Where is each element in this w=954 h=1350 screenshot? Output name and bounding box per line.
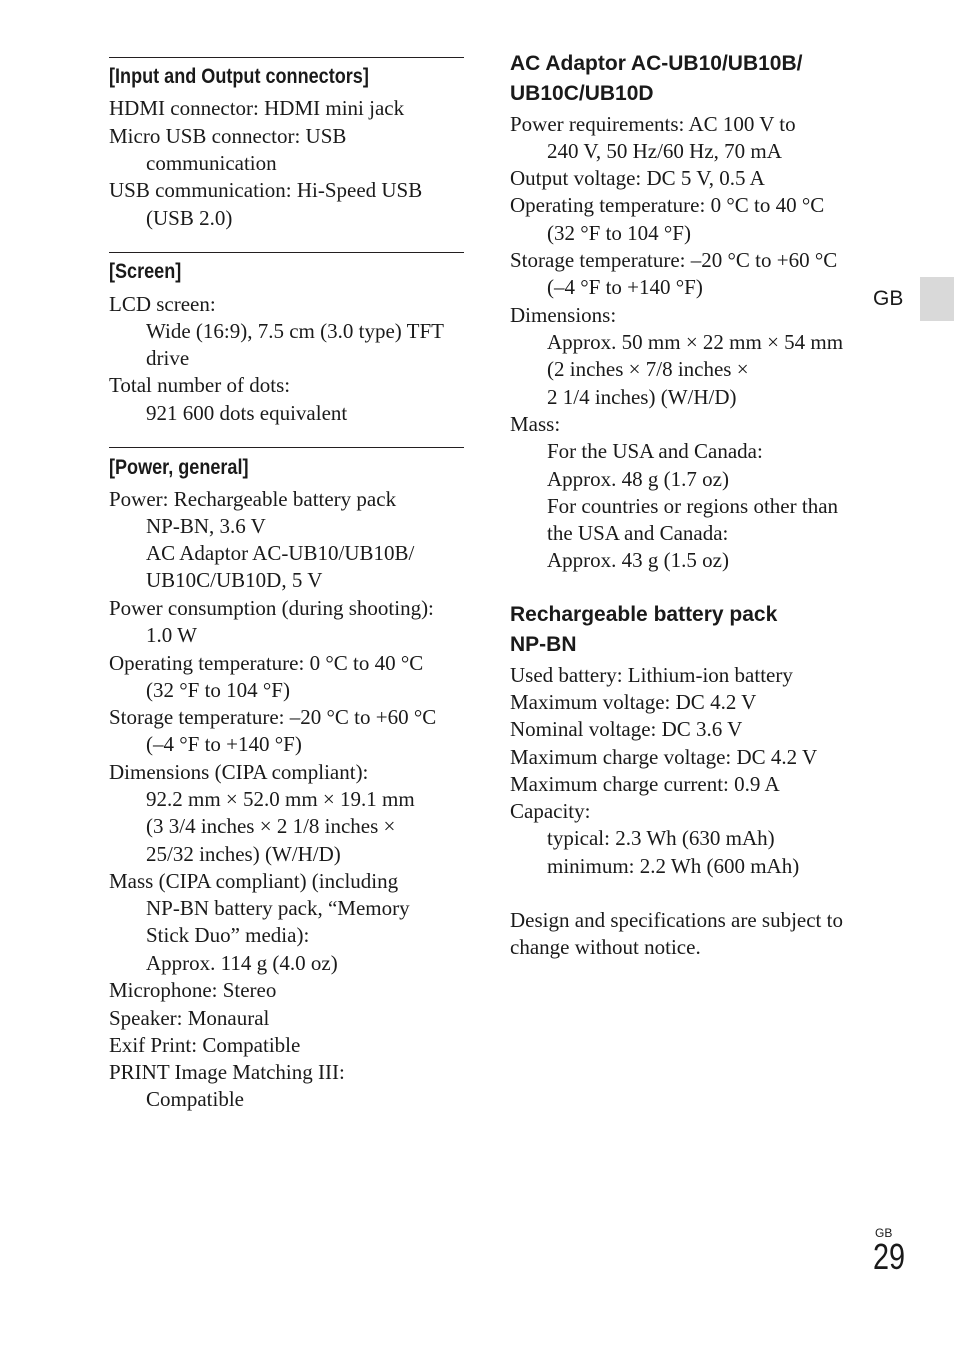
spec-line: Dimensions:	[510, 303, 617, 327]
spec-line: Storage temperature: –20 °C to +60 °C	[109, 705, 437, 729]
spec-line: AC Adaptor AC-UB10/UB10B/	[146, 541, 415, 565]
spec-line: 921 600 dots equivalent	[146, 401, 348, 425]
spec-line: Approx. 50 mm × 22 mm × 54 mm	[547, 330, 844, 354]
spec-line: Approx. 48 g (1.7 oz)	[547, 467, 729, 491]
spec-line: NP-BN, 3.6 V	[146, 514, 266, 538]
notice-text: change without notice.	[510, 935, 701, 959]
spec-line: 92.2 mm × 52.0 mm × 19.1 mm	[146, 787, 415, 811]
spec-line: typical: 2.3 Wh (630 mAh)	[547, 826, 775, 850]
spec-line: For countries or regions other than	[547, 494, 839, 518]
spec-line: Nominal voltage: DC 3.6 V	[510, 717, 743, 741]
spec-line: Storage temperature: –20 °C to +60 °C	[510, 248, 838, 272]
spec-line: NP-BN battery pack, “Memory	[146, 896, 410, 920]
language-tab	[920, 277, 954, 321]
battery-heading: NP-BN	[510, 633, 577, 656]
section-rule	[109, 252, 464, 253]
spec-line: (2 inches × 7/8 inches ×	[547, 357, 749, 381]
spec-line: Capacity:	[510, 799, 591, 823]
spec-line: Microphone: Stereo	[109, 978, 277, 1002]
spec-line: Mass:	[510, 412, 561, 436]
io-heading: [Input and Output connectors]	[109, 65, 369, 88]
spec-line: USB communication: Hi-Speed USB	[109, 178, 423, 202]
spec-line: (3 3/4 inches × 2 1/8 inches ×	[146, 814, 396, 838]
adaptor-heading: AC Adaptor AC-UB10/UB10B/	[510, 52, 803, 75]
spec-line: PRINT Image Matching III:	[109, 1060, 345, 1084]
spec-line: Operating temperature: 0 °C to 40 °C	[109, 651, 424, 675]
spec-line: Speaker: Monaural	[109, 1006, 270, 1030]
adaptor-heading: UB10C/UB10D	[510, 82, 654, 105]
language-tab-label: GB	[873, 287, 904, 310]
spec-line: Power requirements: AC 100 V to	[510, 112, 796, 136]
spec-line: HDMI connector: HDMI mini jack	[109, 96, 405, 120]
spec-line: Wide (16:9), 7.5 cm (3.0 type) TFT	[146, 319, 444, 343]
spec-line: (–4 °F to +140 °F)	[547, 275, 703, 299]
spec-line: (32 °F to 104 °F)	[146, 678, 290, 702]
spec-line: 25/32 inches) (W/H/D)	[146, 842, 341, 866]
spec-line: Maximum charge current: 0.9 A	[510, 772, 780, 796]
battery-heading: Rechargeable battery pack	[510, 603, 778, 626]
power-heading: [Power, general]	[109, 456, 249, 479]
spec-line: Approx. 43 g (1.5 oz)	[547, 548, 729, 572]
page-number: 29	[873, 1236, 906, 1277]
spec-line: Micro USB connector: USB	[109, 124, 347, 148]
spec-line: Dimensions (CIPA compliant):	[109, 760, 369, 784]
footer-language: GB	[875, 1226, 893, 1240]
spec-line: Operating temperature: 0 °C to 40 °C	[510, 193, 825, 217]
spec-line: Exif Print: Compatible	[109, 1033, 301, 1057]
spec-line: LCD screen:	[109, 292, 216, 316]
screen-heading: [Screen]	[109, 260, 182, 283]
spec-line: Power: Rechargeable battery pack	[109, 487, 397, 511]
spec-line: 2 1/4 inches) (W/H/D)	[547, 385, 737, 409]
spec-line: Output voltage: DC 5 V, 0.5 A	[510, 166, 765, 190]
spec-line: the USA and Canada:	[547, 521, 729, 545]
spec-line: drive	[146, 346, 190, 370]
spec-line: Approx. 114 g (4.0 oz)	[146, 951, 338, 975]
spec-line: 1.0 W	[146, 623, 197, 647]
section-rule	[109, 447, 464, 448]
spec-line: Mass (CIPA compliant) (including	[109, 869, 399, 893]
spec-line: (–4 °F to +140 °F)	[146, 732, 302, 756]
spec-line: Maximum voltage: DC 4.2 V	[510, 690, 757, 714]
spec-line: Maximum charge voltage: DC 4.2 V	[510, 745, 818, 769]
spec-line: UB10C/UB10D, 5 V	[146, 568, 323, 592]
spec-line: (USB 2.0)	[146, 206, 233, 230]
spec-line: Used battery: Lithium-ion battery	[510, 663, 793, 687]
spec-line: Stick Duo” media):	[146, 923, 310, 947]
spec-line: minimum: 2.2 Wh (600 mAh)	[547, 854, 800, 878]
spec-line: (32 °F to 104 °F)	[547, 221, 691, 245]
notice-text: Design and specifications are subject to	[510, 908, 843, 932]
spec-line: 240 V, 50 Hz/60 Hz, 70 mA	[547, 139, 782, 163]
spec-line: communication	[146, 151, 277, 175]
spec-line: Total number of dots:	[109, 373, 291, 397]
spec-line: Compatible	[146, 1087, 244, 1111]
spec-line: For the USA and Canada:	[547, 439, 763, 463]
spec-line: Power consumption (during shooting):	[109, 596, 434, 620]
section-rule	[109, 57, 464, 58]
